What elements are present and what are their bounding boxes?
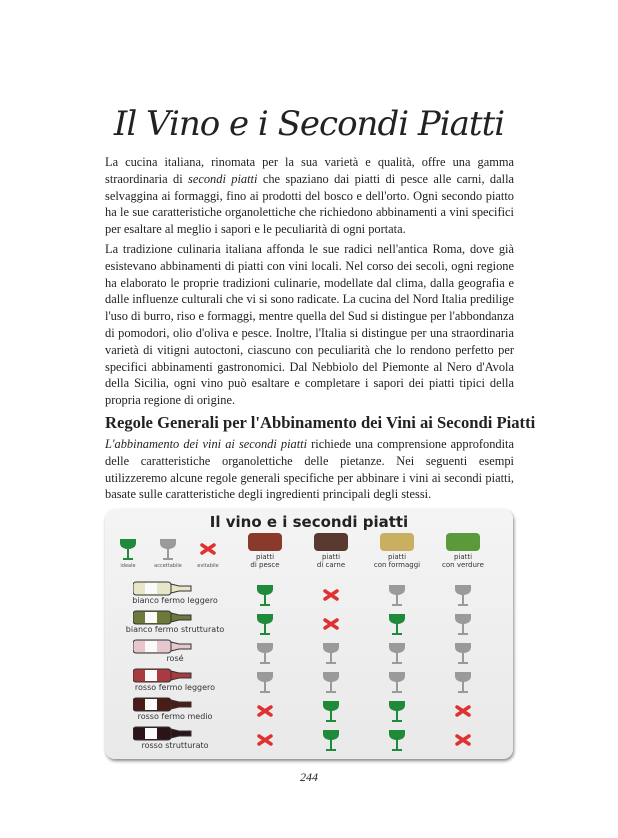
glass-icon (255, 641, 275, 665)
column-header (430, 533, 496, 569)
paragraph (105, 436, 514, 503)
glass-icon (453, 670, 473, 694)
cross-icon (321, 583, 341, 607)
wine-bottle-icon (133, 697, 193, 712)
table-row (105, 668, 513, 696)
wine-label: rosso fermo leggero (134, 683, 216, 693)
column-label: piatti (387, 553, 407, 562)
table-row (105, 726, 513, 754)
legend-item-avoid (189, 537, 227, 569)
glass-icon (387, 670, 407, 694)
glass-icon (321, 699, 341, 723)
table-row (105, 639, 513, 667)
emphasis: L'abbinamento dei vini ai secondi piatti (105, 436, 308, 451)
wine-bottle-icon (133, 639, 193, 654)
glass-icon (255, 670, 275, 694)
glass-icon (321, 670, 341, 694)
column-label: piatti (255, 553, 275, 562)
legend-label: accettabile (154, 563, 182, 570)
wine-label: rosso strutturato (141, 741, 209, 751)
glass-icon (453, 612, 473, 636)
legend (109, 537, 227, 569)
glass-icon (118, 537, 138, 563)
text: richiede una comprensione approfondita delle caratteristiche organolettiche delle pietanze. Nei seguenti esempi utilizzeremo alcune regole generali specifiche per abbinare i vini ai secondi piatti, basate sulle caratteristiche degli ingredienti principali degli stessi. (105, 436, 514, 502)
glass-icon (387, 641, 407, 665)
glass-icon (453, 641, 473, 665)
column-label: con formaggi (373, 561, 421, 570)
column-label: di carne (316, 561, 346, 570)
page-number: 244 (300, 770, 318, 785)
dish-image (248, 533, 282, 551)
column-label: con verdure (442, 561, 484, 570)
cross-icon (453, 728, 473, 752)
glass-icon (255, 612, 275, 636)
column-header (232, 533, 298, 569)
page-title: Il Vino e i Secondi Piatti (113, 104, 505, 144)
column-label: piatti (453, 553, 473, 562)
dish-image (314, 533, 348, 551)
wine-label: rosso fermo medio (137, 712, 213, 722)
wine-label: bianco fermo strutturato (125, 625, 225, 635)
glass-icon (387, 699, 407, 723)
wine-label: bianco fermo leggero (132, 596, 218, 606)
infographic-title: Il vino e i secondi piatti (209, 513, 409, 532)
glass-icon (158, 537, 178, 563)
legend-label: evitabile (197, 563, 219, 570)
cross-icon (453, 699, 473, 723)
table-row (105, 697, 513, 725)
wine-label: rosé (166, 654, 184, 664)
glass-icon (453, 583, 473, 607)
wine-bottle-icon (133, 581, 193, 596)
table-row (105, 581, 513, 609)
dish-image (380, 533, 414, 551)
text: La cucina italiana, rinomata per la sua varietà e qualità, offre una gamma straordinaria di (105, 155, 514, 186)
wine-bottle-icon (133, 610, 193, 625)
paragraph: La tradizione culinaria italiana affonda le sue radici nell'antica Roma, dove già esistevano abbinamenti di piatti con vini locali. Nel corso dei secoli, ogni regione ha elaborato le proprie tradizioni culinarie, modellate dal clima, dalla geografia e dalle influenze culturali che vi si sono radicate. La cucina del Nord Italia predilige l'uso di burro, riso e formaggi, mentre quella del Sud si distingue per l'abbondanza di pomodori, olio d'oliva e pesce. Inoltre, l'Italia si distingue per una straordinaria varietà di vitigni autoctoni, ciascuno con peculiarità che lo rendono perfetto per specifici abbinamenti gastronomici. Dal Nebbiolo del Piemonte al Nero d'Avola della Sicilia, ogni vino può esaltare e completare i sapori dei piatti tipici della propria regione di origine. (105, 241, 514, 408)
wine-pairing-infographic (105, 509, 513, 759)
column-label: piatti (321, 553, 341, 562)
text: che spaziano dai piatti di pesce alle carni, dalla selvaggina ai formaggi, fino ai prodotti del bosco e dell'orto. Ogni secondo piatto ha le sue caratteristiche organolettiche che richiedono abbinamenti a vini specifici per esaltare al meglio i sapori e le peculiarità di ogni portata. (105, 171, 515, 237)
section-heading: Regole Generali per l'Abbinamento dei Vini ai Secondi Piatti (105, 412, 536, 432)
dish-image (446, 533, 480, 551)
emphasis: secondi piatti (188, 171, 258, 186)
glass-icon (387, 612, 407, 636)
wine-bottle-icon (133, 668, 193, 683)
column-label: di pesce (250, 561, 280, 570)
cross-icon (321, 612, 341, 636)
cross-icon (255, 728, 275, 752)
table-row (105, 610, 513, 638)
column-header (298, 533, 364, 569)
legend-item-ok (149, 537, 187, 569)
glass-icon (387, 583, 407, 607)
glass-icon (255, 583, 275, 607)
legend-item-ideal (109, 537, 147, 569)
column-header (364, 533, 430, 569)
glass-icon (321, 728, 341, 752)
legend-label: ideale (120, 563, 136, 570)
cross-icon (198, 537, 218, 563)
wine-bottle-icon (133, 726, 193, 741)
paragraph (105, 154, 514, 238)
body-text (105, 154, 536, 503)
glass-icon (387, 728, 407, 752)
cross-icon (255, 699, 275, 723)
glass-icon (321, 641, 341, 665)
